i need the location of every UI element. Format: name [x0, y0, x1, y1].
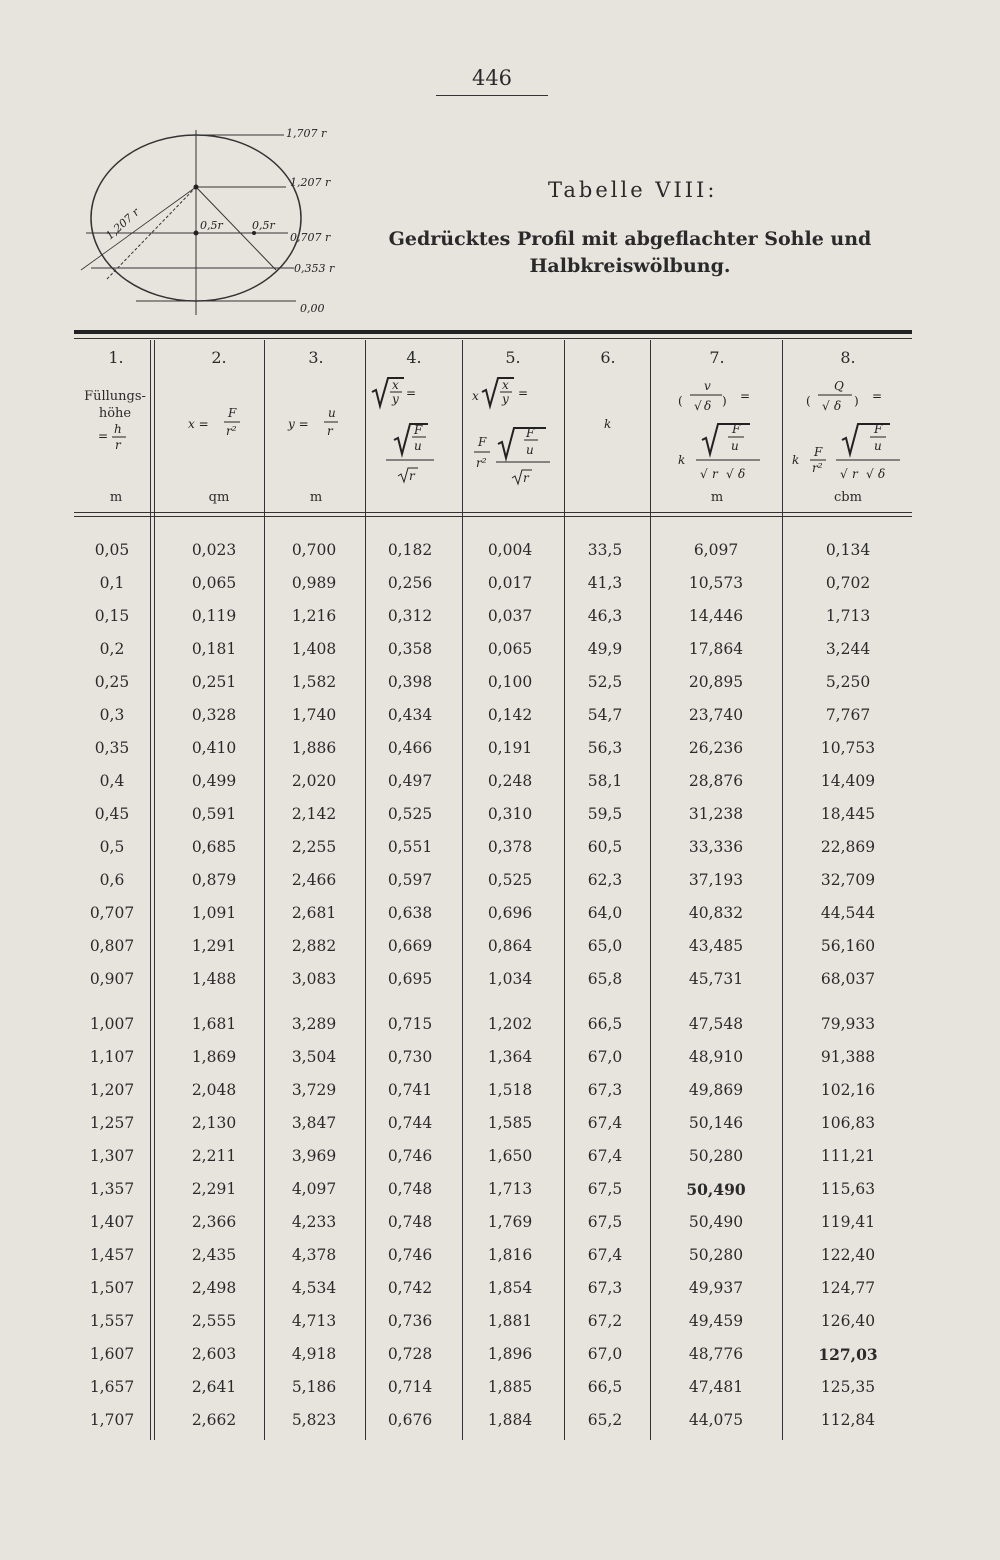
table-cell: 6,097 — [693, 541, 739, 559]
table-cell: 4,097 — [291, 1180, 337, 1198]
svg-text:=: = — [740, 389, 751, 403]
table-cell: 0,746 — [387, 1147, 433, 1165]
table-cell: 0,685 — [191, 838, 237, 856]
column-number: 8. — [840, 348, 856, 367]
table-cell: 1,408 — [291, 640, 337, 658]
svg-text:r²: r² — [812, 461, 823, 475]
table-cell: 126,40 — [820, 1312, 876, 1330]
table-cell: 0,1 — [99, 574, 125, 592]
column-unit: m — [109, 490, 123, 505]
table-cell: 0,142 — [487, 706, 533, 724]
table-cell: 5,186 — [291, 1378, 337, 1396]
column-number: 1. — [108, 348, 124, 367]
table-cell: 3,969 — [291, 1147, 337, 1165]
table-cell: 91,388 — [820, 1048, 876, 1066]
table-cell: 1,854 — [487, 1279, 533, 1297]
table-cell: 48,776 — [688, 1345, 744, 1363]
svg-text:r: r — [712, 467, 718, 481]
table-cell: 1,291 — [191, 937, 237, 955]
table-cell: 50,146 — [688, 1114, 744, 1132]
table-cell: 1,707 — [89, 1411, 135, 1429]
table-cell: 67,3 — [587, 1081, 623, 1099]
table-cell: 2,020 — [291, 772, 337, 790]
table-cell: 50,280 — [688, 1246, 744, 1264]
table-cell: 112,84 — [820, 1411, 876, 1429]
table-cell: 0,591 — [191, 805, 237, 823]
table-cell: 3,289 — [291, 1015, 337, 1033]
table-cell: 14,446 — [688, 607, 744, 625]
table-cell: 20,895 — [688, 673, 744, 691]
table-cell: 50,490 — [686, 1180, 746, 1199]
table-cell: 1,896 — [487, 1345, 533, 1363]
table-cell: 3,729 — [291, 1081, 337, 1099]
table-cell: 0,730 — [387, 1048, 433, 1066]
table-cell: 49,937 — [688, 1279, 744, 1297]
svg-text:r: r — [523, 471, 529, 485]
svg-text:√: √ — [700, 467, 708, 481]
table-cell: 0,807 — [89, 937, 135, 955]
table-cell: 46,3 — [587, 607, 623, 625]
table-cell: 1,507 — [89, 1279, 135, 1297]
table-cell: 56,3 — [587, 739, 623, 757]
table-cell: 1,007 — [89, 1015, 135, 1033]
table-cell: 0,736 — [387, 1312, 433, 1330]
svg-text:√: √ — [822, 399, 830, 413]
table-cell: 0,748 — [387, 1213, 433, 1231]
table-cell: 28,876 — [688, 772, 744, 790]
table-cell: 52,5 — [587, 673, 623, 691]
svg-text:r: r — [115, 438, 121, 452]
table-cell: 0,134 — [825, 541, 871, 559]
table-cell: 2,142 — [291, 805, 337, 823]
table-cell: 1,881 — [487, 1312, 533, 1330]
table-cell: 0,017 — [487, 574, 533, 592]
column-number: 3. — [308, 348, 324, 367]
table-cell: 0,551 — [387, 838, 433, 856]
svg-text:=: = — [518, 386, 529, 400]
table-cell: 58,1 — [587, 772, 623, 790]
table-cell: 0,907 — [89, 970, 135, 988]
svg-text:F: F — [526, 426, 535, 440]
svg-text:√: √ — [866, 467, 874, 481]
table-cell: 1,582 — [291, 673, 337, 691]
table-cell: 10,753 — [820, 739, 876, 757]
table-cell: 4,233 — [291, 1213, 337, 1231]
table-cell: 0,989 — [291, 574, 337, 592]
table-cell: 127,03 — [818, 1345, 878, 1364]
svg-text:=: = — [872, 389, 883, 403]
table-cell: 1,816 — [487, 1246, 533, 1264]
svg-text:δ: δ — [704, 399, 712, 413]
svg-text:√: √ — [694, 399, 702, 413]
table-cell: 0,358 — [387, 640, 433, 658]
table-cell: 2,466 — [291, 871, 337, 889]
table-cell: 0,676 — [387, 1411, 433, 1429]
table-cell: 1,885 — [487, 1378, 533, 1396]
table-cell: 0,191 — [487, 739, 533, 757]
table-cell: 1,657 — [89, 1378, 135, 1396]
svg-text:(: ( — [806, 394, 811, 408]
column-number: 6. — [600, 348, 616, 367]
svg-text:r: r — [852, 467, 858, 481]
table-cell: 2,291 — [191, 1180, 237, 1198]
figure-label: 0,707 r — [290, 231, 331, 244]
table-cell: 67,4 — [587, 1147, 623, 1165]
table-cell: 1,257 — [89, 1114, 135, 1132]
svg-text:δ: δ — [738, 467, 746, 481]
table-cell: 2,603 — [191, 1345, 237, 1363]
table-cell: 47,481 — [688, 1378, 744, 1396]
svg-text:x: x — [502, 378, 509, 392]
table-cell: 4,378 — [291, 1246, 337, 1264]
svg-text:x =: x = — [188, 417, 209, 431]
svg-text:F: F — [814, 445, 823, 459]
table-cell: 33,336 — [688, 838, 744, 856]
table-cell: 1,457 — [89, 1246, 135, 1264]
table-cell: 0,35 — [94, 739, 130, 757]
table-cell: 1,407 — [89, 1213, 135, 1231]
table-cell: 0,378 — [487, 838, 533, 856]
table-cell: 26,236 — [688, 739, 744, 757]
table-cell: 0,023 — [191, 541, 237, 559]
svg-text:x: x — [472, 389, 479, 403]
column-number: 7. — [709, 348, 725, 367]
svg-text:u: u — [526, 443, 534, 457]
table-cell: 79,933 — [820, 1015, 876, 1033]
table-cell: 1,557 — [89, 1312, 135, 1330]
table-cell: 2,662 — [191, 1411, 237, 1429]
table-cell: 7,767 — [825, 706, 871, 724]
table-cell: 102,16 — [820, 1081, 876, 1099]
table-cell: 65,2 — [587, 1411, 623, 1429]
figure-label: 0,00 — [300, 302, 325, 315]
svg-text:δ: δ — [834, 399, 842, 413]
figure-label: 1,207 r — [103, 205, 142, 243]
table-cell: 49,459 — [688, 1312, 744, 1330]
table-cell: 37,193 — [688, 871, 744, 889]
table-cell: 68,037 — [820, 970, 876, 988]
table-cell: 1,585 — [487, 1114, 533, 1132]
svg-text:r: r — [409, 469, 415, 483]
table-cell: 0,25 — [94, 673, 130, 691]
table-cell: 49,9 — [587, 640, 623, 658]
svg-text:u: u — [874, 439, 882, 453]
table-cell: 0,312 — [387, 607, 433, 625]
table-cell: 47,548 — [688, 1015, 744, 1033]
table-cell: 40,832 — [688, 904, 744, 922]
svg-text:): ) — [722, 394, 727, 408]
svg-text:u: u — [328, 406, 336, 420]
table-cell: 0,434 — [387, 706, 433, 724]
table-cell: 67,5 — [587, 1213, 623, 1231]
table-cell: 2,130 — [191, 1114, 237, 1132]
table-cell: 0,728 — [387, 1345, 433, 1363]
table-cell: 1,357 — [89, 1180, 135, 1198]
table-cell: 0,499 — [191, 772, 237, 790]
table-cell: 0,707 — [89, 904, 135, 922]
figure-label: 0,353 r — [294, 262, 335, 275]
table-cell: 1,091 — [191, 904, 237, 922]
table-cell: 0,037 — [487, 607, 533, 625]
table-cell: 1,364 — [487, 1048, 533, 1066]
table-cell: 1,769 — [487, 1213, 533, 1231]
table-cell: 4,713 — [291, 1312, 337, 1330]
table-cell: 1,202 — [487, 1015, 533, 1033]
table-cell: 67,3 — [587, 1279, 623, 1297]
page-number: 446 — [471, 66, 513, 90]
table-cell: 2,641 — [191, 1378, 237, 1396]
table-cell: 0,065 — [191, 574, 237, 592]
table-cell: 0,119 — [191, 607, 237, 625]
table-cell: 1,488 — [191, 970, 237, 988]
table-cell: 3,847 — [291, 1114, 337, 1132]
table-cell: 67,5 — [587, 1180, 623, 1198]
table-cell: 0,702 — [825, 574, 871, 592]
table-cell: 32,709 — [820, 871, 876, 889]
svg-text:√: √ — [726, 467, 734, 481]
table-cell: 115,63 — [820, 1180, 876, 1198]
table-cell: 48,910 — [688, 1048, 744, 1066]
column-number: 5. — [505, 348, 521, 367]
svg-text:F: F — [414, 423, 423, 437]
table-cell: 10,573 — [688, 574, 744, 592]
table-cell: 17,864 — [688, 640, 744, 658]
table-cell: 0,597 — [387, 871, 433, 889]
table-title: Tabelle VIII: — [548, 178, 718, 202]
table-subtitle: Gedrücktes Profil mit abgeflachter Sohle und Halbkreiswölbung. — [388, 228, 872, 277]
table-cell: 0,715 — [387, 1015, 433, 1033]
table-cell: 1,740 — [291, 706, 337, 724]
table-cell: 1,216 — [291, 607, 337, 625]
table-cell: 1,207 — [89, 1081, 135, 1099]
table-cell: 60,5 — [587, 838, 623, 856]
svg-text:√: √ — [840, 467, 848, 481]
table-cell: 67,0 — [587, 1345, 623, 1363]
table-cell: 66,5 — [587, 1015, 623, 1033]
svg-text:r²: r² — [226, 424, 237, 438]
column-header-fill-height: Füllungs-höhe — [84, 389, 146, 421]
table-cell: 67,2 — [587, 1312, 623, 1330]
table-cell: 0,410 — [191, 739, 237, 757]
svg-text:F: F — [228, 406, 237, 420]
table-cell: 0,741 — [387, 1081, 433, 1099]
table-cell: 0,864 — [487, 937, 533, 955]
table-cell: 119,41 — [820, 1213, 876, 1231]
table-cell: 124,77 — [820, 1279, 876, 1297]
figure-label: 0,5r — [200, 219, 223, 232]
table-cell: 0,746 — [387, 1246, 433, 1264]
table-cell: 2,211 — [191, 1147, 237, 1165]
table-cell: 0,065 — [487, 640, 533, 658]
table-cell: 59,5 — [587, 805, 623, 823]
svg-text:F: F — [478, 435, 487, 449]
table-cell: 0,328 — [191, 706, 237, 724]
svg-text:=: = — [98, 429, 109, 443]
svg-text:v: v — [704, 379, 711, 393]
table-cell: 5,823 — [291, 1411, 337, 1429]
table-cell: 0,525 — [387, 805, 433, 823]
table-cell: 4,534 — [291, 1279, 337, 1297]
table-cell: 0,742 — [387, 1279, 433, 1297]
svg-text:k: k — [604, 417, 612, 431]
table-cell: 2,255 — [291, 838, 337, 856]
column-number: 4. — [406, 348, 422, 367]
table-cell: 0,100 — [487, 673, 533, 691]
table-cell: 0,714 — [387, 1378, 433, 1396]
svg-text:F: F — [732, 422, 741, 436]
table-cell: 0,4 — [99, 772, 125, 790]
table-cell: 23,740 — [688, 706, 744, 724]
table-cell: 3,083 — [291, 970, 337, 988]
svg-text:h: h — [114, 422, 122, 436]
svg-text:x: x — [392, 378, 399, 392]
table-cell: 0,310 — [487, 805, 533, 823]
table-cell: 0,248 — [487, 772, 533, 790]
svg-text:y =: y = — [288, 417, 309, 431]
column-unit: m — [710, 490, 724, 505]
table-cell: 0,744 — [387, 1114, 433, 1132]
table-cell: 4,918 — [291, 1345, 337, 1363]
svg-text:k: k — [792, 453, 800, 467]
table-cell: 0,398 — [387, 673, 433, 691]
table-cell: 65,0 — [587, 937, 623, 955]
table-cell: 44,075 — [688, 1411, 744, 1429]
table-cell: 41,3 — [587, 574, 623, 592]
table-cell: 0,669 — [387, 937, 433, 955]
svg-text:δ: δ — [878, 467, 886, 481]
table-cell: 56,160 — [820, 937, 876, 955]
column-unit: qm — [208, 490, 230, 505]
table-cell: 106,83 — [820, 1114, 876, 1132]
table-cell: 31,238 — [688, 805, 744, 823]
svg-text:u: u — [414, 439, 422, 453]
table-cell: 2,882 — [291, 937, 337, 955]
svg-text:): ) — [854, 394, 859, 408]
table-cell: 0,700 — [291, 541, 337, 559]
table-cell: 3,504 — [291, 1048, 337, 1066]
table-cell: 2,681 — [291, 904, 337, 922]
table-cell: 1,307 — [89, 1147, 135, 1165]
table-cell: 1,681 — [191, 1015, 237, 1033]
table-cell: 1,650 — [487, 1147, 533, 1165]
svg-text:y: y — [502, 392, 509, 406]
column-header-formulas — [0, 0, 1000, 520]
table-cell: 0,638 — [387, 904, 433, 922]
table-cell: 0,181 — [191, 640, 237, 658]
table-cell: 49,869 — [688, 1081, 744, 1099]
table-cell: 122,40 — [820, 1246, 876, 1264]
table-cell: 0,45 — [94, 805, 130, 823]
table-cell: 2,555 — [191, 1312, 237, 1330]
table-cell: 1,869 — [191, 1048, 237, 1066]
table-cell: 50,490 — [688, 1213, 744, 1231]
table-cell: 5,250 — [825, 673, 871, 691]
table-cell: 45,731 — [688, 970, 744, 988]
table-cell: 0,748 — [387, 1180, 433, 1198]
table-cell: 0,696 — [487, 904, 533, 922]
table-cell: 66,5 — [587, 1378, 623, 1396]
column-unit: m — [309, 490, 323, 505]
table-cell: 22,869 — [820, 838, 876, 856]
table-cell: 64,0 — [587, 904, 623, 922]
svg-text:y: y — [392, 392, 399, 406]
table-cell: 0,5 — [99, 838, 125, 856]
table-cell: 2,366 — [191, 1213, 237, 1231]
table-cell: 0,004 — [487, 541, 533, 559]
table-cell: 0,497 — [387, 772, 433, 790]
svg-text:r: r — [327, 424, 333, 438]
svg-text:k: k — [678, 453, 686, 467]
svg-text:F: F — [874, 422, 883, 436]
table-cell: 0,256 — [387, 574, 433, 592]
column-number: 2. — [211, 348, 227, 367]
table-cell: 1,886 — [291, 739, 337, 757]
table-cell: 44,544 — [820, 904, 876, 922]
table-cell: 0,6 — [99, 871, 125, 889]
table-cell: 0,2 — [99, 640, 125, 658]
table-cell: 2,498 — [191, 1279, 237, 1297]
table-cell: 0,525 — [487, 871, 533, 889]
svg-text:=: = — [406, 386, 417, 400]
table-cell: 1,884 — [487, 1411, 533, 1429]
table-cell: 67,4 — [587, 1246, 623, 1264]
svg-text:(: ( — [678, 394, 683, 408]
table-cell: 1,107 — [89, 1048, 135, 1066]
svg-text:u: u — [731, 439, 739, 453]
figure-label: 0,5r — [252, 219, 275, 232]
table-cell: 0,251 — [191, 673, 237, 691]
table-cell: 1,607 — [89, 1345, 135, 1363]
table-cell: 62,3 — [587, 871, 623, 889]
table-cell: 50,280 — [688, 1147, 744, 1165]
table-cell: 0,466 — [387, 739, 433, 757]
svg-text:Q: Q — [834, 379, 844, 393]
table-cell: 0,15 — [94, 607, 130, 625]
figure-label: 1,707 r — [286, 127, 327, 140]
table-cell: 0,182 — [387, 541, 433, 559]
table-cell: 33,5 — [587, 541, 623, 559]
table-cell: 111,21 — [820, 1147, 876, 1165]
table-cell: 67,0 — [587, 1048, 623, 1066]
table-cell: 2,048 — [191, 1081, 237, 1099]
table-cell: 1,713 — [487, 1180, 533, 1198]
table-cell: 125,35 — [820, 1378, 876, 1396]
table-cell: 1,518 — [487, 1081, 533, 1099]
table-cell: 1,713 — [825, 607, 871, 625]
table-cell: 0,05 — [94, 541, 130, 559]
table-cell: 43,485 — [688, 937, 744, 955]
table-cell: 65,8 — [587, 970, 623, 988]
table-cell: 14,409 — [820, 772, 876, 790]
table-cell: 54,7 — [587, 706, 623, 724]
table-cell: 3,244 — [825, 640, 871, 658]
table-cell: 2,435 — [191, 1246, 237, 1264]
table-cell: 67,4 — [587, 1114, 623, 1132]
table-cell: 1,034 — [487, 970, 533, 988]
table-cell: 0,695 — [387, 970, 433, 988]
table-cell: 0,3 — [99, 706, 125, 724]
table-cell: 18,445 — [820, 805, 876, 823]
svg-text:r²: r² — [476, 456, 487, 470]
figure-label: 1,207 r — [290, 176, 331, 189]
table-cell: 0,879 — [191, 871, 237, 889]
column-unit: cbm — [834, 490, 862, 505]
